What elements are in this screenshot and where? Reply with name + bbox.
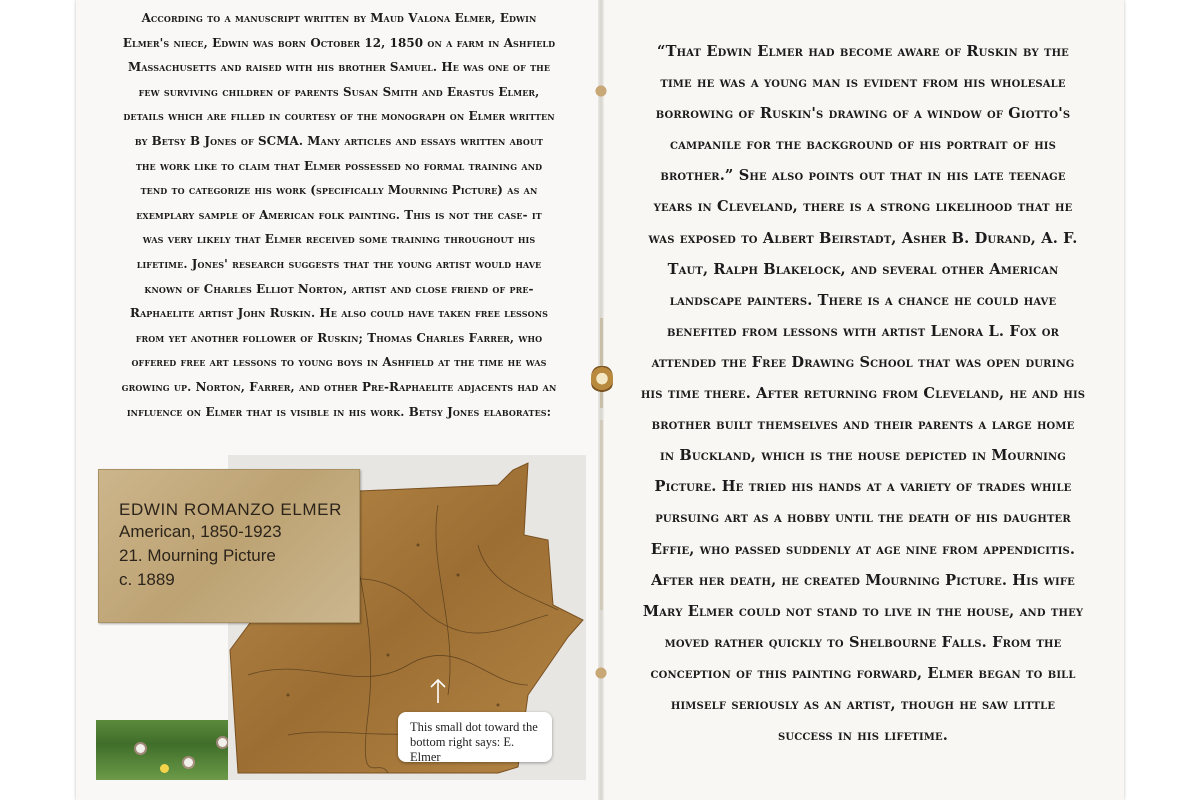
text-line: pursuing art as a hobby until the death of his daughter xyxy=(655,509,1071,527)
binding-knot xyxy=(591,366,613,394)
text-line: offered free art lessons to young boys in Ashfield at the time he was xyxy=(131,355,547,370)
binding-stitch xyxy=(590,80,612,102)
map-caption-callout xyxy=(398,712,552,762)
map-caption-line: bottom right says: E. Elmer xyxy=(410,735,515,764)
label-artist-name: EDWIN ROMANZO ELMER xyxy=(119,500,342,519)
text-line: in Buckland, which is the house depicted in Mourning xyxy=(660,447,1066,465)
text-line: Elmer's niece, Edwin was born October 12, 1850 on a farm in Ashfield xyxy=(122,35,556,50)
left-page-body-text xyxy=(96,6,582,424)
text-line: success in his lifetime. xyxy=(777,727,949,745)
flower xyxy=(218,738,227,747)
text-line: After her death, he created Mourning Picture. His wife xyxy=(651,571,1075,589)
text-line: Effie, who passed suddenly at age nine from appendicitis. xyxy=(650,540,1076,558)
binding-strip xyxy=(600,318,603,408)
text-line: from yet another follower of Ruskin; Thomas Charles Farrer, who xyxy=(135,330,543,345)
text-line: borrowing of Ruskin's drawing of a window of Giotto's xyxy=(655,105,1071,123)
text-line: growing up. Norton, Farrer, and other Pre-Raphaelite adjacents had an xyxy=(121,379,557,394)
text-line: known of Charles Elliot Norton, artist and close friend of pre- xyxy=(144,281,534,296)
text-line: Taut, Ralph Blakelock, and several other American xyxy=(667,260,1059,278)
label-nationality-dates: American, 1850-1923 xyxy=(119,522,282,541)
flower xyxy=(160,764,169,773)
text-line: conception of this painting forward, Elmer began to bill xyxy=(650,664,1076,682)
text-line: moved rather quickly to Shelbourne Falls. From the xyxy=(664,633,1062,651)
text-line: attended the Free Drawing School that was open during xyxy=(651,353,1075,371)
text-line: influence on Elmer that is visible in his work. Betsy Jones elaborates: xyxy=(126,404,552,419)
text-line: his time there. After returning from Cleveland, he and his xyxy=(640,385,1086,403)
text-line: brother.” She also points out that in his late teenage xyxy=(660,167,1066,185)
map-caption-line: This small dot toward the xyxy=(410,720,538,734)
binding-stitch xyxy=(590,662,612,684)
text-line: Picture. He tried his hands at a variety of trades while xyxy=(654,478,1072,496)
text-line: tend to categorize his work (specifically Mourning Picture) as an xyxy=(140,183,538,198)
text-line: “That Edwin Elmer had become aware of Ruskin by the xyxy=(657,43,1069,60)
text-line: Massachusetts and raised with his brother Samuel. He was one of the xyxy=(127,60,551,75)
text-line: lifetime. Jones' research suggests that the young artist would have xyxy=(136,256,542,271)
text-line: years in Cleveland, there is a strong likelihood that he xyxy=(653,198,1073,216)
text-line: brother built themselves and their parents a large home xyxy=(651,416,1075,434)
flower xyxy=(184,758,193,767)
text-line: himself seriously as an artist, though he saw little xyxy=(670,695,1056,713)
text-line: time he was a young man is evident from his wholesale xyxy=(660,74,1066,92)
text-line: benefited from lessons with artist Lenora L. Fox or xyxy=(666,322,1060,340)
text-line: Raphaelite artist John Ruskin. He also could have taken free lessons xyxy=(129,306,548,321)
text-line: was very likely that Elmer received some training throughout his xyxy=(142,232,536,247)
text-line: campanile for the background of his portrait of his xyxy=(669,136,1056,154)
text-line: Mary Elmer could not stand to live in the house, and they xyxy=(642,602,1084,620)
text-line: landscape painters. There is a chance he could have xyxy=(669,291,1057,309)
label-work-date: c. 1889 xyxy=(119,570,175,589)
text-line: the work like to claim that Elmer possessed no formal training and xyxy=(135,158,543,173)
text-line: was exposed to Albert Beirstadt, Asher B. Durand, A. F. xyxy=(648,229,1078,247)
text-line: by Betsy B Jones of SCMA. Many articles and essays written about xyxy=(134,133,544,148)
text-line: According to a manuscript written by Maud Valona Elmer, Edwin xyxy=(141,11,537,25)
text-line: details which are filled in courtesy of the monograph on Elmer written xyxy=(123,109,555,124)
label-work-title: 21. Mourning Picture xyxy=(119,546,276,565)
binding-strip xyxy=(600,420,603,610)
right-page-body-text xyxy=(618,36,1108,751)
text-line: exemplary sample of American folk painting. This is not the case- it xyxy=(136,207,542,222)
museum-label-card xyxy=(98,469,360,623)
flower xyxy=(136,744,145,753)
text-line: few surviving children of parents Susan Smith and Erastus Elmer, xyxy=(138,84,540,99)
